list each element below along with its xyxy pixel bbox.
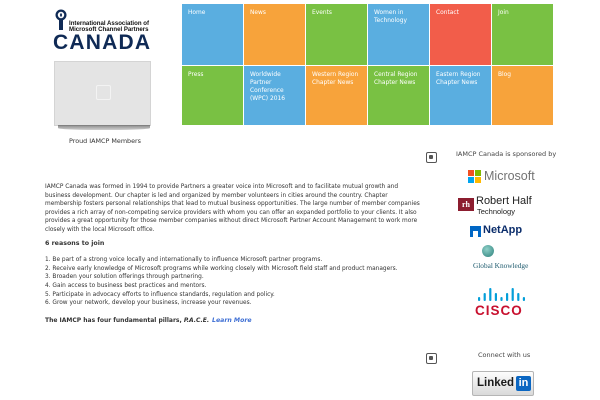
- pillars-text: [45, 317, 209, 324]
- tile-navigation: [182, 4, 554, 126]
- microsoft-wordmark: Microsoft: [484, 169, 535, 183]
- cisco-bar: [506, 293, 508, 301]
- pace-acronym: P.A.C.E.: [183, 317, 210, 324]
- robert-half-logo[interactable]: [458, 196, 548, 218]
- robert-half-tagline: Technology: [477, 207, 515, 216]
- nav-tile-home[interactable]: Home: [182, 4, 244, 66]
- linkedin-icon: in: [516, 376, 531, 391]
- netapp-wordmark: NetApp: [483, 224, 523, 236]
- video-shadow: [58, 125, 150, 130]
- intro-paragraph: IAMCP Canada was formed in 1994 to provide Partners a greater voice into Microsoft and to facilitate mutual growth and business development. Our chapter is led and organized by member volunteers in cities around the country. Chapter membership fosters personal relationships that lead to mutual business opportunities. The large number of member companies provides a rich array of non-competing service providers with whom you can offer an expanded portfolio to your clients. It also provides a great opportunity for those member companies without direct Microsoft Partner Account Management to work more closely with the local Microsoft office.: [45, 184, 420, 233]
- nav-tile-blog[interactable]: Blog: [492, 66, 554, 126]
- reason-item: 4. Gain access to business best practices and mentors.: [45, 282, 207, 289]
- global-knowledge-wordmark: Global Knowledge: [473, 261, 529, 270]
- widget-icon: [426, 152, 437, 163]
- logo-country: CANADA: [53, 31, 152, 54]
- cisco-bar: [523, 297, 525, 301]
- cisco-bar: [489, 288, 491, 301]
- cisco-bar: [495, 293, 497, 301]
- play-icon[interactable]: [96, 85, 111, 100]
- sponsor-heading: IAMCP Canada is sponsored by: [456, 150, 557, 158]
- cisco-bar: [484, 293, 486, 301]
- nav-tile-contact[interactable]: Contact: [430, 4, 492, 66]
- widget-icon: [426, 353, 437, 364]
- cisco-bar: [517, 293, 519, 301]
- nav-tile-central-region-chapter-news[interactable]: Central Region Chapter News: [368, 66, 430, 126]
- linkedin-wordmark: Linked: [477, 377, 515, 389]
- nav-tile-news[interactable]: News: [244, 4, 306, 66]
- nav-tile-events[interactable]: Events: [306, 4, 368, 66]
- iamcp-seal-icon: [54, 9, 68, 31]
- reason-item: 5. Participate in advocacy efforts to influence standards, regulation and policy.: [45, 291, 275, 298]
- netapp-mark-icon: [470, 226, 481, 237]
- cisco-wordmark: CISCO: [475, 303, 523, 318]
- nav-tile-women-in-technology[interactable]: Women in Technology: [368, 4, 430, 66]
- nav-tile-eastern-region-chapter-news[interactable]: Eastern Region Chapter News: [430, 66, 492, 126]
- linkedin-button[interactable]: [472, 371, 534, 396]
- reasons-list: [45, 256, 398, 308]
- nav-tile-worldwide-partner-conference-wpc-2016[interactable]: Worldwide Partner Conference (WPC) 2016: [244, 66, 306, 126]
- reason-item: 1. Be part of a strong voice locally and internationally to influence Microsoft partner programs.: [45, 257, 323, 263]
- reason-item: 3. Broaden your solution offerings through partnering.: [45, 274, 204, 281]
- global-knowledge-logo[interactable]: [473, 245, 533, 275]
- proud-members-caption: Proud IAMCP Members: [68, 137, 141, 145]
- robert-half-mark: rh: [458, 198, 474, 211]
- cisco-logo[interactable]: [474, 287, 530, 321]
- robert-half-wordmark: Robert Half: [476, 195, 532, 207]
- learn-more-link[interactable]: Learn More: [212, 317, 252, 324]
- nav-tile-western-region-chapter-news[interactable]: Western Region Chapter News: [306, 66, 368, 126]
- cisco-bar: [512, 288, 514, 301]
- cisco-bridge-icon: [476, 287, 528, 301]
- pillars-lead: The IAMCP has four fundamental pillars,: [45, 317, 182, 324]
- cisco-bar: [500, 297, 502, 301]
- microsoft-grid-icon: [468, 170, 481, 183]
- globe-icon: [482, 245, 494, 257]
- reason-item: 2. Receive early knowledge of Microsoft programs while working closely with Microsoft field staff and product managers.: [45, 265, 398, 272]
- nav-tile-join[interactable]: Join: [492, 4, 554, 66]
- reasons-heading: 6 reasons to join: [45, 240, 105, 247]
- members-video[interactable]: [54, 61, 151, 126]
- logo-association-name: International Association of Microsoft Channel Partners: [69, 20, 150, 33]
- reason-item: 6. Grow your network, develop your business, increase your revenues.: [45, 300, 252, 307]
- connect-heading: Connect with us: [478, 351, 531, 359]
- iamcp-canada-logo[interactable]: [51, 8, 157, 54]
- cisco-bar: [478, 297, 480, 301]
- nav-tile-press[interactable]: Press: [182, 66, 244, 126]
